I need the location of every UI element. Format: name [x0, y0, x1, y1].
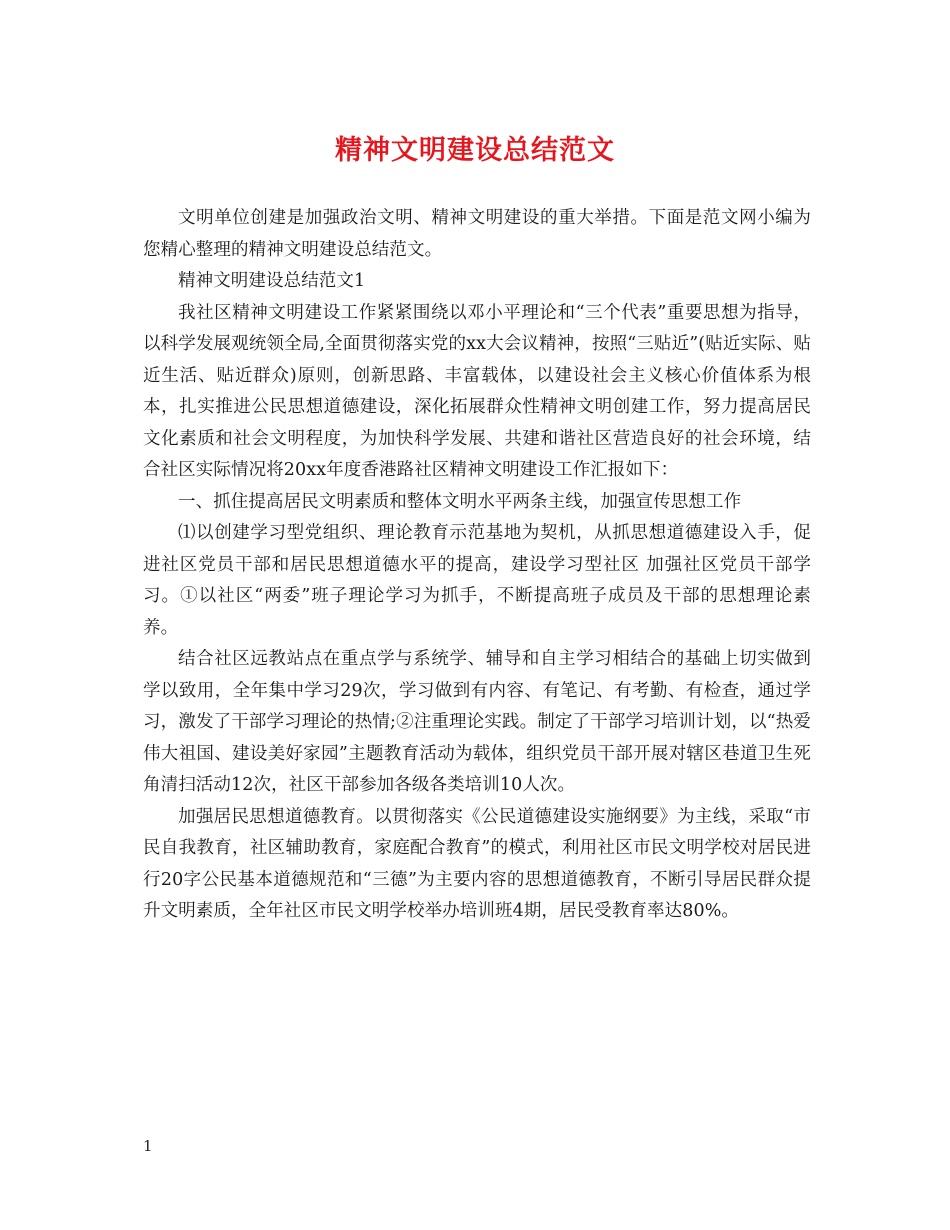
- paragraph-intro: 文明单位创建是加强政治文明、精神文明建设的重大举措。下面是范文网小编为您精心整理的精神文明建设总结范文。: [143, 208, 811, 260]
- paragraph-remote-education: 结合社区远教站点在重点学与系统学、辅导和自主学习相结合的基础上切实做到学以致用，全年集中学习29次，学习做到有内容、有笔记、有考勤、有检查，通过学习，激发了干部学习理论的热情;②注重理论实践。制定了干部学习培训计划，以“热爱伟大祖国、建设美好家园”主题教育活动为载体，组织党员干部开展对辖区巷道卫生死角清扫活动12次，社区干部参加各级各类培训10人次。: [143, 649, 811, 795]
- document-body: [143, 203, 811, 928]
- page-number: 1: [143, 1137, 153, 1155]
- paragraph-point-one: 一、抓住提高居民文明素质和整体文明水平两条主线，加强宣传思想工作: [178, 491, 742, 512]
- paragraph-section-heading: 精神文明建设总结范文1: [178, 271, 366, 291]
- paragraph-overview: 我社区精神文明建设工作紧紧围绕以邓小平理论和“三个代表”重要思想为指导，以科学发展观统领全局,全面贯彻落实党的xx大会议精神，按照“三贴近”(贴近实际、贴近生活、贴近群众)原则，创新思路、丰富载体，以建设社会主义核心价值体系为根本，扎实推进公民思想道德建设，深化拓展群众性精神文明创建工作，努力提高居民文化素质和社会文明程度，为加快科学发展、共建和谐社区营造良好的社会环境，结合社区实际情况将20xx年度香港路社区精神文明建设工作汇报如下：: [143, 302, 811, 480]
- paragraph-learning: ⑴以创建学习型党组织、理论教育示范基地为契机，从抓思想道德建设入手，促进社区党员干部和居民思想道德水平的提高，建设学习型社区 加强社区党员干部学习。①以社区“两委”班子理论学习为抓手，不断提高班子成员及干部的思想理论素养。: [143, 523, 811, 638]
- document-title: 精神文明建设总结范文: [335, 135, 615, 166]
- paragraph-moral-education: 加强居民思想道德教育。以贯彻落实《公民道德建设实施纲要》为主线，采取“市民自我教育，社区辅助教育，家庭配合教育”的模式，利用社区市民文明学校对居民进行20字公民基本道德规范和“三德”为主要内容的思想道德教育，不断引导居民群众提升文明素质，全年社区市民文明学校举办培训班4期，居民受教育率达80%。: [143, 806, 811, 921]
